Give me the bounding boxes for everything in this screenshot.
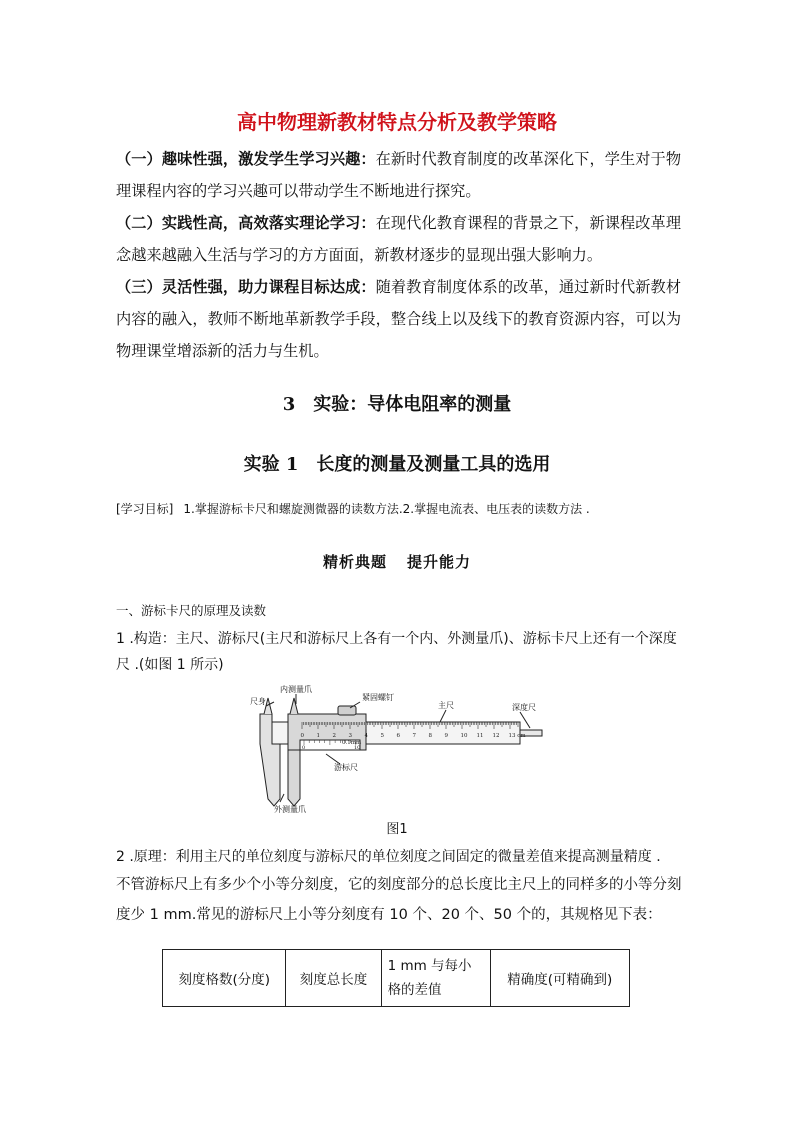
learning-goal-text: 1.掌握游标卡尺和螺旋测微器的读数方法.2.掌握电流表、电压表的读数方法 . — [183, 502, 590, 516]
point-3-lead: （三）灵活性强，助力课程目标达成： — [116, 278, 376, 296]
table-header-total-length: 刻度总长度 — [286, 950, 381, 1007]
movable-outer-jaw — [288, 750, 300, 806]
item-2-detail: 不管游标尺上有多少个小等分刻度，它的刻度部分的总长度比主尺上的同样多的小等分刻度少 1 mm.常见的游标尺上小等分刻度有 10 个、20 个、50 个的，其规格见下表： — [116, 877, 682, 923]
vernier-num-10: 10 — [354, 745, 361, 751]
item-1-structure: 1 .构造：主尺、游标尺(主尺和游标尺上各有一个内、外测量爪)、游标卡尺上还有一个深度尺 .(如图 1 所示) — [116, 631, 677, 673]
precision-label: 0.1mm — [342, 740, 362, 746]
section-heading-left: 精析典题 — [322, 553, 387, 571]
movable-inner-jaw — [290, 698, 298, 714]
main-scale-number: 2 — [332, 733, 336, 739]
experiment-number: 实验 1 — [243, 454, 299, 475]
point-2 — [116, 207, 681, 271]
point-1 — [116, 143, 681, 207]
main-scale-number: 10 — [460, 733, 468, 739]
table-header-row — [163, 950, 630, 1007]
learning-goal — [116, 500, 686, 517]
label-body: 尺身 — [250, 697, 266, 706]
main-scale-number: 13 cm — [508, 733, 526, 739]
chapter-number: 3 — [282, 394, 296, 415]
table-header-difference: 1 mm 与每小格的差值 — [381, 950, 490, 1007]
document-title: 高中物理新教材特点分析及教学策略 — [237, 110, 557, 134]
chapter-heading — [0, 390, 794, 416]
main-scale-number: 8 — [428, 733, 432, 739]
label-inner-jaw: 内测量爪 — [280, 685, 312, 694]
figure-caption: 图1 — [386, 822, 408, 837]
experiment-heading — [0, 450, 794, 476]
vernier-caliper-figure — [250, 684, 550, 814]
label-depth: 深度尺 — [512, 703, 536, 712]
point-2-text: 在现代化教育课程的背景之下，新课程改革理念越来越融入生活与学习的方方面面，新教材逐步的显现出强大影响力。 — [116, 214, 682, 264]
main-scale-number: 1 — [316, 733, 320, 739]
subsection-title: 一、游标卡尺的原理及读数 — [116, 603, 267, 618]
vernier-num-0: 0 — [302, 745, 306, 751]
main-scale-number: 0 — [300, 733, 304, 739]
point-1-lead: （一）趣味性强，激发学生学习兴趣： — [116, 150, 376, 168]
label-vernier: 游标尺 — [334, 763, 358, 772]
main-scale-number: 7 — [412, 733, 416, 739]
experiment-title: 长度的测量及测量工具的选用 — [316, 454, 551, 475]
chapter-title: 实验：导体电阻率的测量 — [313, 394, 512, 415]
main-scale-number: 5 — [380, 733, 384, 739]
main-scale-numbers — [301, 733, 527, 739]
vernier-spec-table — [162, 949, 630, 1007]
label-screw: 紧固螺钉 — [362, 693, 394, 702]
point-1-text: 在新时代教育制度的改革深化下，学生对于物理课程内容的学习兴趣可以带动学生不断地进行探究。 — [116, 150, 682, 200]
main-scale-number: 9 — [444, 733, 448, 739]
label-main-scale: 主尺 — [438, 701, 454, 710]
section-heading — [0, 551, 794, 572]
point-3-text: 随着教育制度体系的改革，通过新时代新教材内容的融入，教师不断地革新教学手段，整合线上以及线下的教育资源内容，可以为物理课堂增添新的活力与生机。 — [116, 278, 682, 360]
main-scale-number: 11 — [476, 733, 484, 739]
locking-screw — [338, 706, 356, 715]
item-2-principle: 2 .原理：利用主尺的单位刻度与游标尺的单位刻度之间固定的微量差值来提高测量精度 . — [116, 849, 661, 865]
main-scale-number: 3 — [348, 733, 352, 739]
section-heading-right: 提升能力 — [407, 553, 472, 571]
main-scale-number: 12 — [492, 733, 500, 739]
main-scale-number: 4 — [364, 733, 368, 739]
table-header-divisions: 刻度格数(分度) — [163, 950, 286, 1007]
main-scale-number: 6 — [396, 733, 400, 739]
table-header-precision: 精确度(可精确到) — [490, 950, 629, 1007]
learning-goal-tag: [学习目标] — [116, 502, 174, 516]
point-2-lead: （二）实践性高，高效落实理论学习： — [116, 214, 376, 232]
point-3 — [116, 271, 681, 367]
label-outer-jaw: 外测量爪 — [274, 805, 306, 814]
